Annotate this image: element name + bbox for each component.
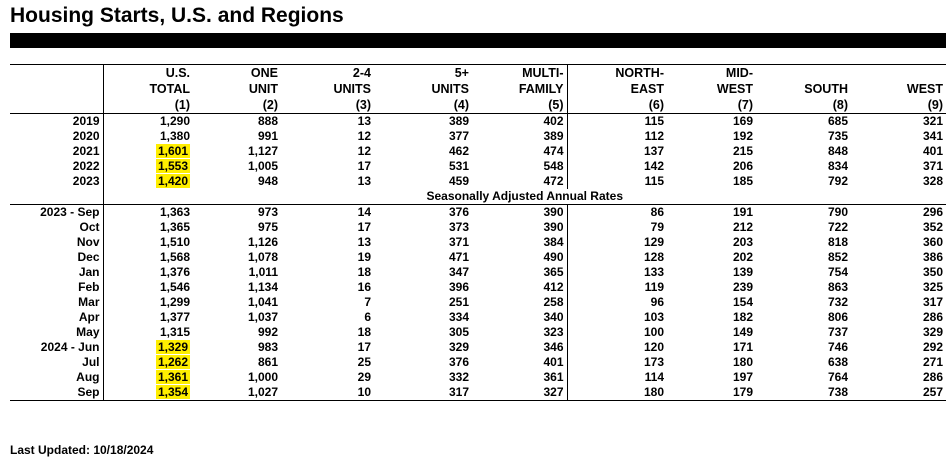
table-cell: 834 bbox=[827, 159, 848, 173]
table-cell: 863 bbox=[827, 280, 848, 294]
highlighted-value: 1,420 bbox=[157, 174, 188, 188]
table-cell: 347 bbox=[448, 265, 469, 279]
table-cell: 792 bbox=[827, 174, 848, 188]
housing-starts-table bbox=[10, 64, 946, 401]
table-cell: 173 bbox=[643, 355, 664, 369]
row-label: May bbox=[10, 325, 103, 340]
table-cell: 471 bbox=[448, 250, 469, 264]
column-header: WEST bbox=[716, 82, 753, 96]
table-cell: 735 bbox=[827, 129, 848, 143]
table-cell: 490 bbox=[472, 250, 567, 265]
row-label: 2023 bbox=[10, 174, 103, 189]
table-cell: 1,299 bbox=[159, 295, 190, 309]
table-cell: 1,380 bbox=[159, 129, 190, 143]
header-cell-empty bbox=[10, 97, 103, 114]
table-cell: 352 bbox=[922, 220, 943, 234]
table-cell: 329 bbox=[448, 340, 469, 354]
table-cell: 340 bbox=[472, 310, 567, 325]
table-cell: 722 bbox=[827, 220, 848, 234]
table-cell: 790 bbox=[827, 205, 848, 219]
table-cell: 215 bbox=[732, 144, 753, 158]
column-header: TOTAL bbox=[149, 82, 190, 96]
table-cell: 737 bbox=[827, 325, 848, 339]
table-cell: 1,568 bbox=[159, 250, 190, 264]
column-header: 5+ bbox=[374, 65, 472, 82]
column-header: SOUTH bbox=[804, 82, 848, 96]
table-cell: 1,365 bbox=[159, 220, 190, 234]
table-row bbox=[10, 280, 946, 295]
table-cell: 79 bbox=[650, 220, 664, 234]
row-label: Mar bbox=[10, 295, 103, 310]
table-row bbox=[10, 265, 946, 280]
table-row bbox=[10, 340, 946, 355]
table-cell: 377 bbox=[448, 129, 469, 143]
table-cell: 120 bbox=[643, 340, 664, 354]
table-cell: 180 bbox=[567, 385, 667, 401]
table-cell: 973 bbox=[257, 205, 278, 219]
table-cell: 112 bbox=[644, 129, 664, 143]
section-cell-empty bbox=[10, 189, 103, 205]
table-cell: 258 bbox=[472, 295, 567, 310]
column-header: (6) bbox=[567, 97, 667, 114]
column-header: FAMILY bbox=[472, 81, 567, 97]
table-cell: 1,000 bbox=[247, 370, 278, 384]
column-header: UNIT bbox=[248, 82, 278, 96]
highlighted-value: 1,354 bbox=[157, 385, 188, 399]
table-cell: 365 bbox=[472, 265, 567, 280]
column-header: U.S. bbox=[103, 65, 193, 82]
table-row bbox=[10, 250, 946, 265]
table-cell: 139 bbox=[732, 265, 753, 279]
table-cell: 6 bbox=[364, 310, 371, 324]
table-row bbox=[10, 159, 946, 174]
table-cell: 18 bbox=[357, 325, 371, 339]
table-cell: 360 bbox=[922, 235, 943, 249]
section-label: Seasonally Adjusted Annual Rates bbox=[103, 189, 946, 205]
table-row bbox=[10, 355, 946, 370]
row-label: Feb bbox=[10, 280, 103, 295]
column-header: 2-4 bbox=[281, 65, 374, 82]
table-cell: 1,005 bbox=[247, 159, 278, 173]
table-cell: 401 bbox=[922, 144, 943, 158]
column-header bbox=[851, 65, 946, 82]
table-cell: 328 bbox=[922, 174, 943, 188]
table-cell: 346 bbox=[472, 340, 567, 355]
table-cell: 371 bbox=[922, 159, 943, 173]
table-cell: 754 bbox=[827, 265, 848, 279]
column-header: (4) bbox=[374, 97, 472, 114]
column-header: (7) bbox=[667, 97, 756, 114]
table-cell: 1,027 bbox=[193, 385, 281, 401]
table-cell: 197 bbox=[732, 370, 753, 384]
table-cell: 115 bbox=[644, 174, 664, 188]
header-row bbox=[10, 65, 946, 82]
table-cell: 86 bbox=[650, 205, 664, 219]
table-cell: 1,127 bbox=[247, 144, 278, 158]
table-cell: 206 bbox=[732, 159, 753, 173]
table-cell: 286 bbox=[922, 370, 943, 384]
column-header: MULTI- bbox=[472, 65, 567, 82]
row-label: Jan bbox=[10, 265, 103, 280]
table-cell: 286 bbox=[922, 310, 943, 324]
table-cell: 13 bbox=[357, 114, 371, 128]
table-cell: 402 bbox=[472, 114, 567, 130]
column-header: (2) bbox=[193, 97, 281, 114]
table-cell: 948 bbox=[257, 174, 278, 188]
table-cell: 1,290 bbox=[159, 114, 190, 128]
column-header: ONE bbox=[193, 65, 281, 82]
table-cell: 992 bbox=[257, 325, 278, 339]
header-cell-empty bbox=[10, 65, 103, 82]
table-row bbox=[10, 144, 946, 159]
table-cell: 192 bbox=[732, 129, 753, 143]
table-cell-highlighted bbox=[103, 159, 193, 174]
table-cell: 114 bbox=[644, 370, 664, 384]
row-label: Sep bbox=[10, 385, 103, 401]
row-label: Dec bbox=[10, 250, 103, 265]
table-cell-highlighted bbox=[103, 355, 193, 370]
table-cell: 14 bbox=[357, 205, 371, 219]
table-cell-highlighted bbox=[103, 174, 193, 189]
table-cell: 10 bbox=[281, 385, 374, 401]
table-cell: 129 bbox=[643, 235, 664, 249]
column-header: (5) bbox=[472, 97, 567, 114]
column-header: UNITS bbox=[431, 82, 469, 96]
page-title: Housing Starts, U.S. and Regions bbox=[10, 4, 344, 27]
table-cell: 154 bbox=[732, 295, 753, 309]
table-cell-highlighted bbox=[103, 340, 193, 355]
row-label: 2020 bbox=[10, 129, 103, 144]
header-bar bbox=[10, 33, 946, 48]
last-updated: Last Updated: 10/18/2024 bbox=[10, 443, 154, 457]
table-cell: 1,363 bbox=[159, 205, 190, 219]
table-cell: 401 bbox=[472, 355, 567, 370]
header-row bbox=[10, 97, 946, 114]
table-cell: 179 bbox=[667, 385, 756, 401]
table-row bbox=[10, 295, 946, 310]
table-cell: 332 bbox=[448, 370, 469, 384]
table-cell: 1,078 bbox=[247, 250, 278, 264]
column-header bbox=[756, 65, 851, 82]
table-cell: 732 bbox=[827, 295, 848, 309]
table-cell: 983 bbox=[257, 340, 278, 354]
table-cell: 18 bbox=[357, 265, 371, 279]
table-cell: 1,126 bbox=[247, 235, 278, 249]
table-cell: 1,134 bbox=[247, 280, 278, 294]
column-header: WEST bbox=[906, 82, 943, 96]
table-cell-highlighted bbox=[103, 385, 193, 401]
table-row bbox=[10, 235, 946, 250]
table-cell: 390 bbox=[472, 220, 567, 235]
highlighted-value: 1,329 bbox=[157, 340, 188, 354]
highlighted-value: 1,601 bbox=[157, 144, 188, 158]
row-label: Apr bbox=[10, 310, 103, 325]
row-label: 2023 - Sep bbox=[10, 205, 103, 221]
table-cell: 474 bbox=[472, 144, 567, 159]
table-cell: 1,376 bbox=[159, 265, 190, 279]
table-cell: 386 bbox=[922, 250, 943, 264]
row-label: Oct bbox=[10, 220, 103, 235]
column-header: UNITS bbox=[333, 82, 371, 96]
table-cell-highlighted bbox=[103, 144, 193, 159]
table-cell: 638 bbox=[827, 355, 848, 369]
highlighted-value: 1,361 bbox=[157, 370, 188, 384]
table-cell: 376 bbox=[448, 205, 469, 219]
table-row bbox=[10, 220, 946, 235]
table-cell: 12 bbox=[357, 129, 371, 143]
table-cell: 169 bbox=[732, 114, 753, 128]
table-cell: 459 bbox=[448, 174, 469, 188]
table-cell: 271 bbox=[922, 355, 943, 369]
table-cell: 128 bbox=[643, 250, 664, 264]
table-cell: 292 bbox=[922, 340, 943, 354]
row-label: Nov bbox=[10, 235, 103, 250]
table-cell: 531 bbox=[448, 159, 469, 173]
table-cell: 17 bbox=[357, 220, 371, 234]
table-cell: 191 bbox=[732, 205, 753, 219]
table-cell: 738 bbox=[756, 385, 851, 401]
column-header: (1) bbox=[103, 97, 193, 114]
column-header: (9) bbox=[851, 97, 946, 114]
row-label: 2022 bbox=[10, 159, 103, 174]
row-label: 2021 bbox=[10, 144, 103, 159]
table-cell: 329 bbox=[922, 325, 943, 339]
table-cell: 861 bbox=[257, 355, 278, 369]
table-cell: 472 bbox=[472, 174, 567, 189]
table-cell: 321 bbox=[922, 114, 943, 128]
table-cell: 746 bbox=[827, 340, 848, 354]
table-cell: 806 bbox=[827, 310, 848, 324]
table-cell: 25 bbox=[357, 355, 371, 369]
header-cell-empty bbox=[10, 81, 103, 97]
table-cell: 142 bbox=[643, 159, 664, 173]
table-cell: 203 bbox=[732, 235, 753, 249]
table-cell: 412 bbox=[472, 280, 567, 295]
table-cell: 202 bbox=[732, 250, 753, 264]
table-cell: 317 bbox=[922, 295, 943, 309]
table-cell: 390 bbox=[472, 205, 567, 221]
table-cell: 103 bbox=[643, 310, 664, 324]
table-cell: 119 bbox=[644, 280, 664, 294]
table-cell: 149 bbox=[732, 325, 753, 339]
table-cell: 171 bbox=[732, 340, 753, 354]
table-cell: 1,037 bbox=[247, 310, 278, 324]
row-label: 2019 bbox=[10, 114, 103, 130]
table-cell: 341 bbox=[922, 129, 943, 143]
table-cell: 1,510 bbox=[159, 235, 190, 249]
table-cell: 1,546 bbox=[159, 280, 190, 294]
table-cell: 764 bbox=[827, 370, 848, 384]
table-cell: 7 bbox=[364, 295, 371, 309]
table-row bbox=[10, 310, 946, 325]
table-cell: 13 bbox=[357, 235, 371, 249]
table-cell: 848 bbox=[827, 144, 848, 158]
table-cell: 384 bbox=[472, 235, 567, 250]
column-header: EAST bbox=[630, 82, 664, 96]
table-cell: 462 bbox=[448, 144, 469, 158]
table-cell: 323 bbox=[472, 325, 567, 340]
table-cell: 1,011 bbox=[248, 265, 278, 279]
table-cell: 1,377 bbox=[159, 310, 190, 324]
table-cell: 185 bbox=[732, 174, 753, 188]
table-cell: 334 bbox=[448, 310, 469, 324]
column-header: (3) bbox=[281, 97, 374, 114]
table-cell: 16 bbox=[357, 280, 371, 294]
table-cell: 212 bbox=[732, 220, 753, 234]
section-row bbox=[10, 189, 946, 205]
table-cell: 1,315 bbox=[159, 325, 190, 339]
table-cell: 371 bbox=[448, 235, 469, 249]
table-cell: 17 bbox=[357, 340, 371, 354]
table-cell-highlighted bbox=[103, 370, 193, 385]
table-cell: 115 bbox=[644, 114, 664, 128]
table-cell: 13 bbox=[357, 174, 371, 188]
table-cell: 389 bbox=[472, 129, 567, 144]
table-cell: 296 bbox=[922, 205, 943, 219]
table-cell: 137 bbox=[643, 144, 664, 158]
row-label: Aug bbox=[10, 370, 103, 385]
table-cell: 852 bbox=[827, 250, 848, 264]
table-row bbox=[10, 325, 946, 340]
highlighted-value: 1,553 bbox=[157, 159, 188, 173]
table-cell: 29 bbox=[357, 370, 371, 384]
table-cell: 182 bbox=[732, 310, 753, 324]
table-cell: 12 bbox=[357, 144, 371, 158]
table-cell: 305 bbox=[448, 325, 469, 339]
table-cell: 975 bbox=[257, 220, 278, 234]
table-cell: 685 bbox=[827, 114, 848, 128]
table-row bbox=[10, 114, 946, 130]
table-row bbox=[10, 370, 946, 385]
row-label: 2024 - Jun bbox=[10, 340, 103, 355]
table-cell: 239 bbox=[732, 280, 753, 294]
table-cell: 361 bbox=[472, 370, 567, 385]
table-cell: 373 bbox=[448, 220, 469, 234]
table-cell: 389 bbox=[448, 114, 469, 128]
column-header: MID- bbox=[667, 65, 756, 82]
table-cell: 991 bbox=[257, 129, 278, 143]
table-cell: 257 bbox=[851, 385, 946, 401]
table-cell: 96 bbox=[650, 295, 664, 309]
table-row bbox=[10, 385, 946, 401]
table-cell: 327 bbox=[472, 385, 567, 401]
table-cell: 180 bbox=[732, 355, 753, 369]
table-cell: 133 bbox=[643, 265, 664, 279]
row-label: Jul bbox=[10, 355, 103, 370]
table-cell: 396 bbox=[448, 280, 469, 294]
column-header: NORTH- bbox=[567, 65, 667, 82]
table-cell: 888 bbox=[257, 114, 278, 128]
table-cell: 818 bbox=[827, 235, 848, 249]
table-cell: 17 bbox=[357, 159, 371, 173]
table-cell: 376 bbox=[448, 355, 469, 369]
column-header: (8) bbox=[756, 97, 851, 114]
header-row bbox=[10, 81, 946, 97]
table-cell: 100 bbox=[643, 325, 664, 339]
table-row bbox=[10, 174, 946, 189]
table-cell: 325 bbox=[922, 280, 943, 294]
table-cell: 548 bbox=[472, 159, 567, 174]
table-row bbox=[10, 205, 946, 221]
table-cell: 350 bbox=[922, 265, 943, 279]
table-cell: 251 bbox=[448, 295, 469, 309]
table-cell: 317 bbox=[374, 385, 472, 401]
table-cell: 1,041 bbox=[247, 295, 278, 309]
highlighted-value: 1,262 bbox=[157, 355, 188, 369]
table-cell: 19 bbox=[357, 250, 371, 264]
table-row bbox=[10, 129, 946, 144]
